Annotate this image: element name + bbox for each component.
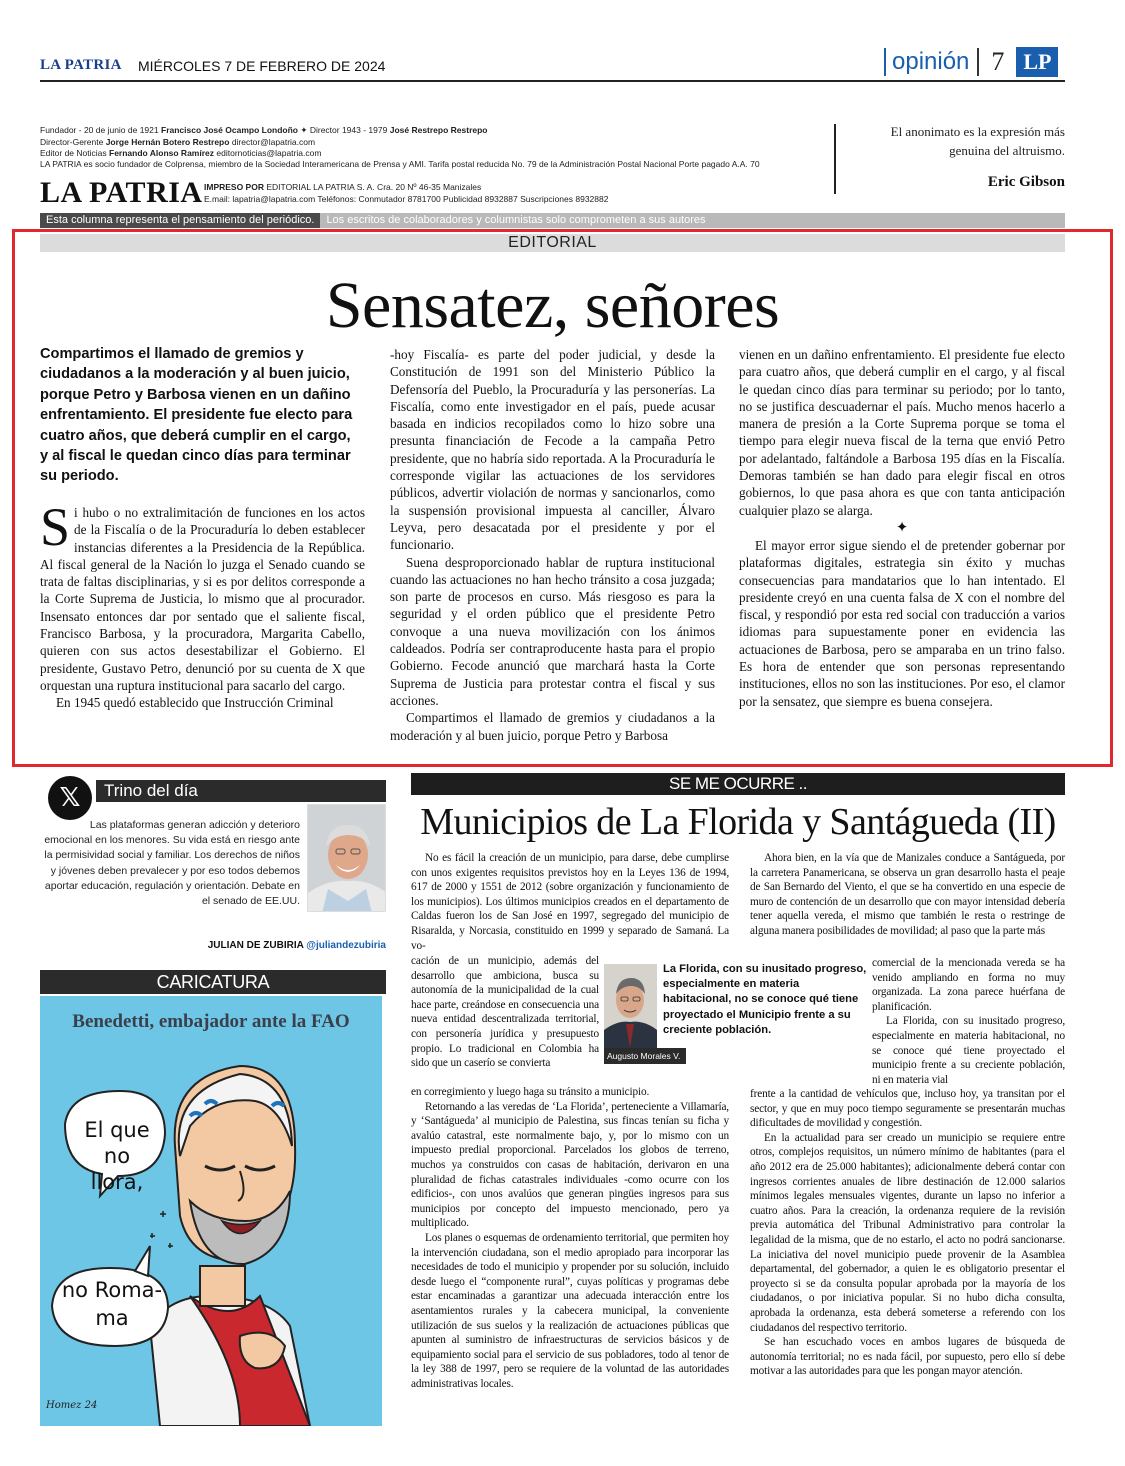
printer-label: IMPRESO POR	[204, 182, 264, 192]
trino-section-label: Trino del día	[96, 780, 386, 802]
printer-info	[204, 181, 608, 205]
editorial-lead: Compartimos el llamado de gremios y ciudadanos a la moderación y al buen juicio, porque Petro y Barbosa vienen en un dañino enfrentamiento. El presidente fue electo para cuatro años, que deberá cumplir en el cargo, y al fiscal le quedan cinco días para terminar su periodo.	[40, 346, 353, 485]
editorial-paragraph: vienen en un dañino enfrentamiento. El presidente fue electo para cuatro años, que deberá cumplir en el cargo, y al fiscal le quedan cinco días para terminar su periodo; por lo tanto, no se justifica descuadernar el país. Mucho menos hacerlo a manera de presión a la Corte Suprema porque se toma el tiempo para elegir nueva fiscal de la terna que envió Petro por adelantado, faltándole a Barbosa 195 días en la Fiscalía. Demoras también se han dado para elegir fiscal en otros gobiernos, lo que pasa ahora es que con tanta anticipación cualquier plazo se alarga.	[739, 347, 1065, 518]
column-text-1a	[411, 851, 729, 953]
editorial-paragraph: Compartimos el llamado de gremios y ciudadanos a la moderación y al buen juicio, porque Petro y Barbosa	[390, 710, 715, 743]
column-paragraph: cación de un municipio, además del desarrollo que ambiciona, busca su autonomía de la municipalidad de la cual hace parte, creándose en consecuencia una nueva entidad descentralizada territorial, con personería jurídica y presupuesto propio. Lo tradicional en Colombia ha sido que un caserío se convierta	[411, 955, 599, 1070]
column-paragraph: en corregimiento y luego haga su tránsito a municipio.	[411, 1086, 650, 1098]
pull-quote: La Florida, con su inusitado progreso, especialmente en materia habitacional, no se conoce qué tiene proyectado el Municipio frente a su creciente población.	[663, 963, 867, 1036]
quote-text: El anonimato es la expresión más genuina del altruismo.	[890, 124, 1065, 158]
disclaimer-left: Esta columna representa el pensamiento del periódico.	[40, 213, 320, 228]
editorial-paragraph: -hoy Fiscalía- es parte del poder judicial, y desde la Constitución de 1991 son del Ministerio Público la Defensoría del Pueblo, la Procuraduría y las personerías. La Fiscalía, como ente investigador en el país, puede acusar basada en indicios recopilados como lo hizo sobre una presunta financiación de Fecode a la campaña Petro presidente, que no habría sido reportada. A la Procuraduría le corresponde vigilar las actuaciones de los servidores públicos, advertir violación de normas y sancionarlos, como la suspensión provisional impuesta al canciller, Álvaro Leyva, pero desacatada por el presidente y por el funcionario.	[390, 347, 715, 553]
column-text-1c	[411, 1085, 729, 1391]
diamond-icon: ✦	[300, 125, 308, 135]
editor-name: Fernando Alonso Ramírez	[109, 148, 215, 158]
section-label: opinión	[884, 48, 979, 76]
dropcap: S	[40, 497, 71, 557]
printer-address: EDITORIAL LA PATRIA S. A. Cra. 20 Nº 46-35 Manizales	[266, 182, 482, 192]
trino-handle[interactable]: @juliandezubiria	[306, 940, 386, 951]
x-logo-icon: 𝕏	[48, 776, 92, 820]
editorial-column-1	[40, 497, 365, 712]
column-title: Municipios de La Florida y Santágueda (II)	[420, 801, 1056, 843]
page-number: 7	[991, 47, 1005, 76]
contact-info: E.mail: lapatria@lapatria.com Teléfonos: Conmutador 8781700 Publicidad 8932887 Suscripciones 8932882	[204, 194, 609, 204]
column-paragraph: comercial de la mencionada vereda se ha venido ampliando en forma no muy organizada. La zona parece huérfana de planificación.	[872, 957, 1065, 1013]
editorial-column-2	[390, 346, 715, 744]
column-text-2c	[750, 1087, 1065, 1379]
director-email[interactable]: director@lapatria.com	[231, 137, 316, 147]
column-paragraph: Retornando a las veredas de ‘La Florida’, perteneciente a Villamaría, y ‘Santágueda’ al municipio de Palestina, sus fincas tenían su ficha y avalúo catastral, este normalmente bajo, y, por lo mismo con un impuesto predial proporcional. Parcelados los globos de terreno, muchos ya construidos con casas de habitación, derivaron en una pluralidad de fichas catastrales individuales -como ocurre con los edificios-, con unos avalúos que generan pingües ingresos para sus municipios por concepto del impuesto mencionado, pero ya multiplicado.	[411, 1100, 729, 1230]
column-paragraph: Los planes o esquemas de ordenamiento territorial, que permiten hoy la intervención ciudadana, son el medio apropiado para incorporar las necesidades de todo el municipio y propender por su solución, incluido desde luego el “componente rural”, cuyas políticas y programas debe estar encaminadas a garantizar una adecuada interacción entre los asentamientos rurales y la cabecera municipal, la conveniente utilización de sus suelos y la realización de actuaciones públicas que apunten al suministro de infraestructuras de servicios básicos y de equipamiento social para el servicio de sus pobladores, todo al tenor de la ley 388 de 1997, pero se requiere de la voluntad de las autoridades administrativas locales.	[411, 1231, 729, 1390]
newspaper-brand: LA PATRIA	[40, 57, 122, 73]
cartoon-bubble-2: no Roma-ma	[61, 1278, 163, 1330]
cartoon-bubble-1: El que no llora,	[84, 1118, 150, 1194]
director-label: Director-Gerente	[40, 137, 104, 147]
column-paragraph: Se han escuchado voces en ambos lugares de búsqueda de autonomía territorial; no es nada fácil, por supuesto, pero ello sí debe motivar a las autoridades para que les pongan mayor atención.	[750, 1336, 1065, 1378]
trino-text: Las plataformas generan adicción y deterioro emocional en los menores. Su vida está en riesgo ante la permisividad social y familiar. Los derechos de niños y jóvenes deben prevalecer y por eso todos debemos aportar educación, regulación y orientación. Debate en el senado de EE.UU.	[44, 819, 300, 908]
cartoon-panel	[40, 996, 382, 1426]
columnist-photo	[604, 964, 657, 1048]
editorial-paragraph: En 1945 quedó establecido que Instrucción Criminal	[56, 695, 334, 711]
column-paragraph: Ahora bien, en la vía que de Manizales conduce a Santágueda, por la carretera Panamericana, se observa un gran desarrollo hasta el peaje de San Bernardo del Viento, el que se ha convertido en una especie de muro de contención de un desarrollo que con mayor intensidad debería tener aquella vereda, el mismo que también le resta o restringe de alguna manera posibilidades de movilidad; al paso que la parte más	[750, 852, 1065, 937]
column-paragraph: La Florida, con su inusitado progreso, especialmente en materia habitacional, no se conoce qué tiene proyectado el municipio frente a su creciente población, ni en materia vial	[872, 1015, 1065, 1086]
masthead-logo: LA PATRIA	[40, 176, 203, 209]
paragraph-text: i hubo o no extralimitación de funciones en los actos de la Fiscalía o de la Procuraduría lo deben establecer instancias diferentes a la Presidencia de la República. Al fiscal general de la Nación lo juzga el Senado cuando se trata de faltas disciplinarias, y si es por delitos corresponde a la Corte Suprema de Justicia, lo mismo que al procurador. Insensato entonces dar por sentado que el saliente fiscal, Francisco Barbosa, y la procuradora, Margarita Cabello, quieren con sus actos desestabilizar el Gobierno. El presidente, Gustavo Petro, denunció por su cuenta de X que orquestan una ruptura institucional para sacarlo del cargo.	[40, 505, 365, 693]
founder-name: Francisco José Ocampo Londoño	[161, 125, 298, 135]
author-portrait-icon	[308, 805, 386, 912]
column-text-2a	[750, 851, 1065, 939]
trino-author: JULIAN DE ZUBIRIA	[207, 940, 304, 951]
cartoon-title: Benedetti, embajador ante la FAO	[72, 1011, 350, 1032]
column-text-1b	[411, 954, 599, 1071]
editorial-column-3	[739, 346, 1065, 710]
page-date: MIÉRCOLES 7 DE FEBRERO DE 2024	[138, 58, 386, 74]
trino-author-line	[40, 940, 386, 951]
masthead-founders	[40, 124, 488, 136]
caricatura-section-label: CARICATURA	[40, 970, 386, 994]
column-section-label: SE ME OCURRE ..	[411, 773, 1065, 795]
editorial-paragraph: El mayor error sigue siendo el de pretender gobernar por plataformas digitales, estrategia sin éxito y muchas consecuencias para mandatarios que lo han intentado. El presidente creyó en una cuenta falsa de X con el nombre del fiscal, y respondió por esta red social con traducción a varios idiomas para supuestamente poner en evidencia las actuaciones de Barbosa, pero se amparaba en un trino falso. Es hora de entender que son personas representando instituciones, ellos no son las instituciones. Por eso, el clamor por la sensatez, que siempre es buena consejera.	[739, 537, 1065, 709]
founded-label: Fundador - 20 de junio de 1921	[40, 125, 159, 135]
columnist-name: Augusto Morales V.	[604, 1048, 686, 1064]
lp-logo: LP	[1016, 47, 1058, 77]
separator-diamond-icon: ✦	[895, 519, 909, 536]
cartoon-signature: Homez 24	[46, 1400, 98, 1411]
editorial-section-label: EDITORIAL	[40, 234, 1065, 252]
quote-divider	[834, 124, 836, 194]
header-rule	[40, 80, 1065, 82]
columnist-portrait-icon	[604, 964, 657, 1048]
disclaimer-right: Los escritos de colaboradores y columnistas solo comprometen a sus autores	[326, 214, 706, 226]
editorial-title: Sensatez, señores	[325, 269, 780, 342]
editor-email[interactable]: editornoticias@lapatria.com	[216, 148, 322, 158]
column-paragraph: En la actualidad para ser creado un municipio se requiere entre otros, complejos requisitos, un número mínimo de habitantes (para el año 2012 era de 25.000 habitantes); adicionalmente deberá contar con ingresos corrientes anuales de libre destinación de 12.000 salarios mínimos legales mensuales vigentes, durante un lapso no inferior a cuatro años. Para la creación, la ordenanza requiere de la revisión previa automática del Tribunal Administrativo para controlar la legalidad de la misma, que de no estarlo, el acto no podrá sancionarse. La iniciativa del novel municipio puede provenir de la Asamblea departamental, del gobernador, a quien le es obligatorio presentar el proyecto si se da consulta popular aprobada por la mayoría de los ciudadanos, o por iniciativa popular. Si no hubo dicha consulta, aprobada la ordenanza, esta deberá someterse a referendo con los ciudadanos del respectivo territorio.	[750, 1131, 1065, 1334]
column-paragraph: frente a la cantidad de vehículos que, incluso hoy, ya transitan por el sector, y que en muy poco tiempo seguramente se presentarán muchas dificultades de movilidad y congestión.	[750, 1088, 1065, 1130]
author-photo	[307, 804, 386, 912]
editor-label: Editor de Noticias	[40, 148, 107, 158]
masthead-membership: LA PATRIA es socio fundador de Colprensa, miembro de la Sociedad Interamericana de Prensa y AMI. Tarifa postal reducida No. 79 de la Administración Postal Nacional Porte pagado A.A. 70	[40, 159, 760, 169]
director-period: Director 1943 - 1979	[309, 125, 388, 135]
section-header	[884, 46, 1058, 78]
editorial-paragraph: Suena desproporcionado hablar de ruptura institucional cuando las actuaciones no han hecho tránsito a cosa juzgada; son parte de procesos en curso. Más riesgoso es para la seguridad y el orden público que el presidente Petro convoque a una nueva movilización con los ánimos caldeados. Podría ser contraproducente hasta para el propio Gobierno. Fecode anunció que marchará hasta la Corte Suprema de Justicia para protestar contra el fiscal y sus acciones.	[390, 554, 715, 708]
director-name: José Restrepo Restrepo	[389, 125, 488, 135]
director-manager-name: Jorge Hernán Botero Restrepo	[105, 137, 230, 147]
disclaimer-bar	[40, 213, 1065, 228]
editorial-paragraph	[40, 497, 365, 694]
cartoon-illustration	[40, 996, 382, 1426]
quote-author: Eric Gibson	[987, 174, 1065, 190]
column-paragraph: No es fácil la creación de un municipio, para darse, debe cumplirse con unos exigentes requisitos previstos hoy en la Leyes 136 de 1994, 617 de 2000 y 1551 de 2012 (sobre organización y funcionamiento de los municipios). Los últimos municipios creados en el departamento de Caldas fueron los de San José en 1997, segregado del municipio de Risaralda, y Norcasia, constituido en 1999 y separado de Samaná. La vo-	[411, 852, 729, 952]
column-text-2b	[872, 956, 1065, 1087]
